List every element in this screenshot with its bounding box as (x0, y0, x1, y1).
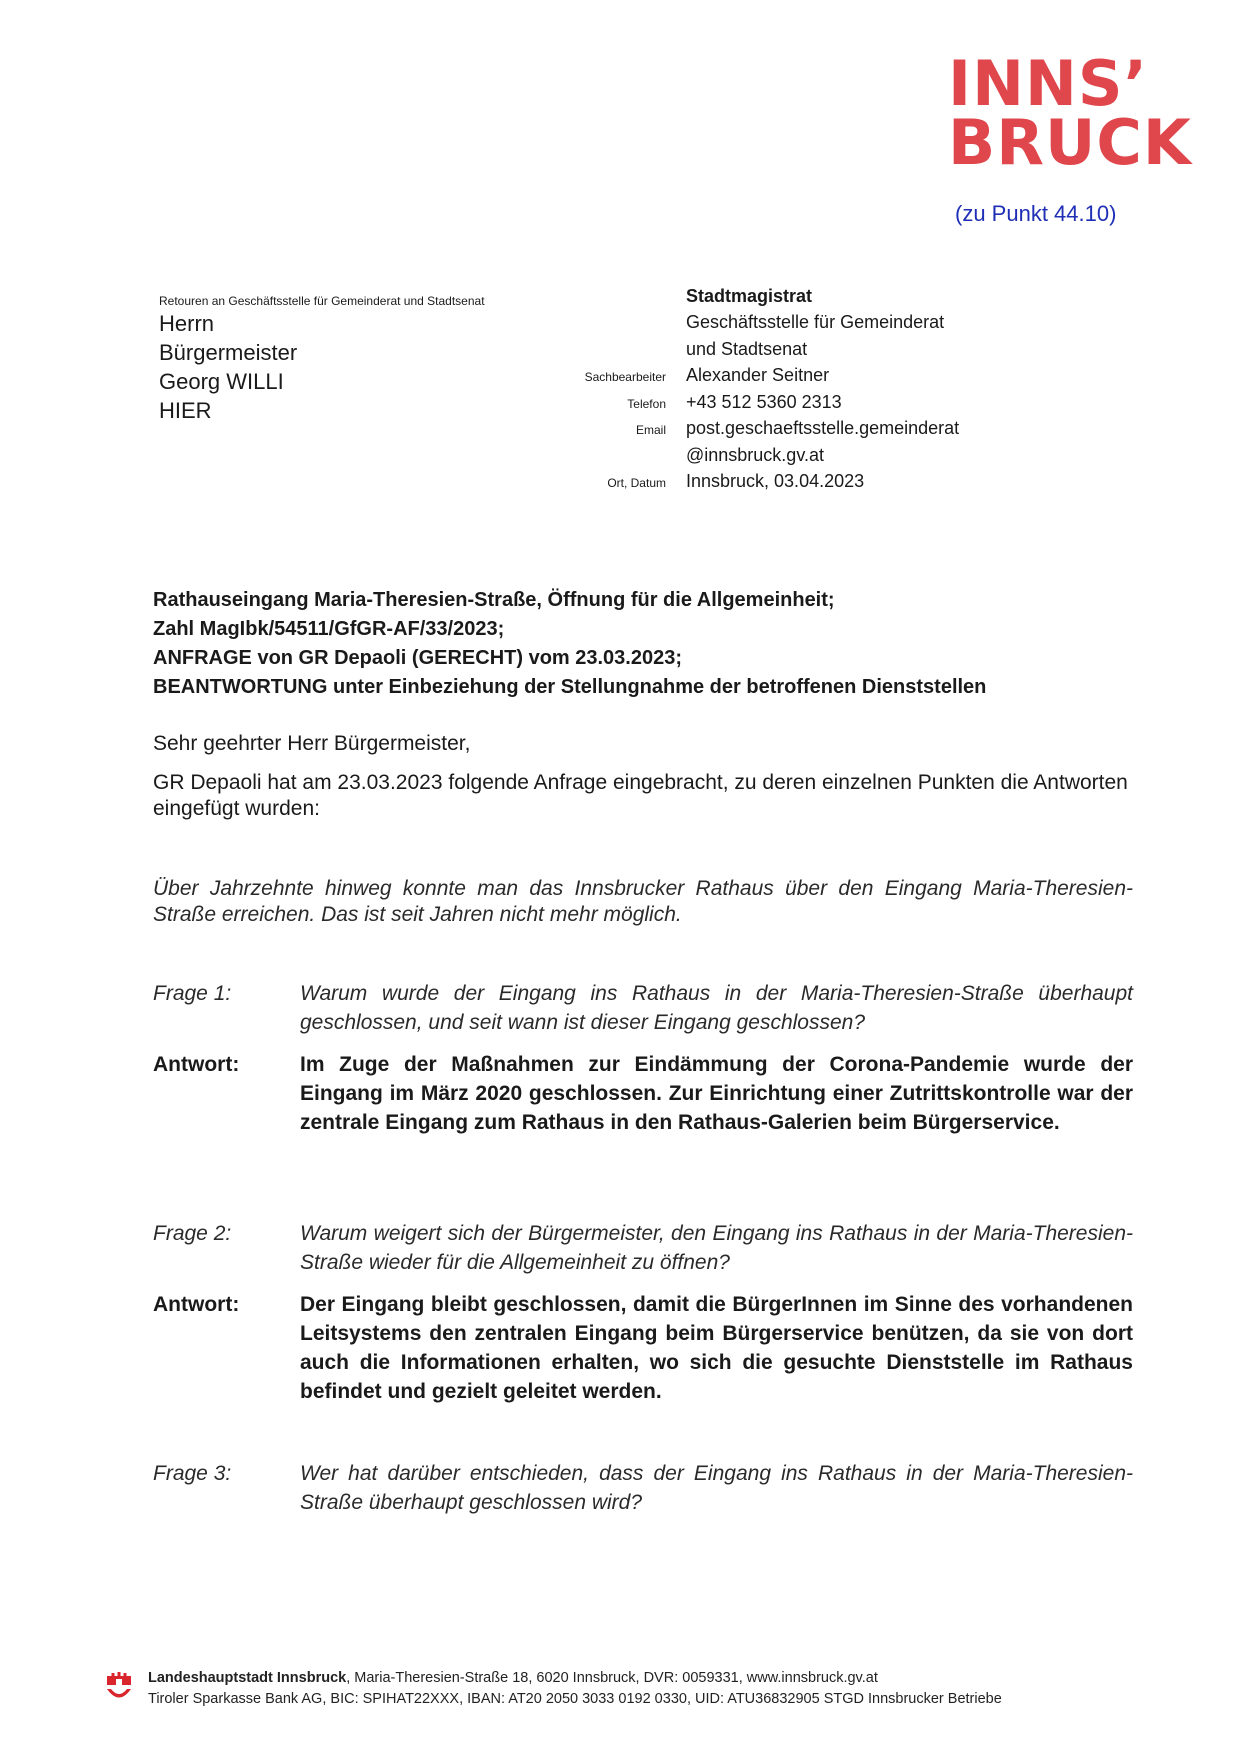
footer-line-1 (148, 1668, 1002, 1689)
footer-address: , Maria-Theresien-Straße 18, 6020 Innsbruck, DVR: 0059331, www.innsbruck.gv.at (346, 1670, 878, 1686)
sender-label: Telefon (627, 396, 666, 411)
sender-details (560, 312, 959, 498)
recipient-address (159, 309, 297, 425)
inquiry-preamble: Über Jahrzehnte hinweg konnte man das Innsbrucker Rathaus über den Eingang Maria-Theresien-Straße erreichen. Das ist seit Jahren nicht mehr möglich. (153, 877, 1133, 926)
sender-row (560, 312, 959, 339)
return-address-note: Retouren an Geschäftsstelle für Gemeinderat und Stadtsenat (159, 294, 485, 308)
question-label: Frage 1: (153, 982, 232, 1005)
question-label: Frage 3: (153, 1462, 232, 1485)
sender-value: post.geschaeftsstelle.gemeinderat (686, 418, 960, 438)
sender-label: Sachbearbeiter (584, 370, 666, 384)
question-3 (153, 1459, 1133, 1517)
question-text: Warum weigert sich der Bürgermeister, den Eingang ins Rathaus in der Maria-Theresien-Straße wieder für die Allgemeinheit zu öffnen? (300, 1222, 1133, 1274)
recipient-line: Georg WILLI (159, 369, 284, 394)
logo-line-2: BRUCK (948, 106, 1192, 179)
sender-value: Alexander Seitner (686, 365, 830, 385)
sender-value: +43 512 5360 2313 (686, 391, 842, 412)
footer-text (148, 1668, 1002, 1710)
question-label: Frage 2: (153, 1222, 232, 1245)
footer-bank-line: Tiroler Sparkasse Bank AG, BIC: SPIHAT22XXX, IBAN: AT20 2050 3033 0192 0330, UID: ATU36832905 STGD Innsbrucker Betriebe (148, 1691, 1002, 1707)
innsbruck-crest-icon (104, 1670, 134, 1704)
sender-value: Innsbruck, 03.04.2023 (686, 471, 865, 491)
sender-row (560, 471, 959, 498)
sender-row (560, 339, 959, 366)
sender-value: @innsbruck.gv.at (686, 444, 824, 465)
sender-label: Email (635, 423, 666, 437)
innsbruck-logo (948, 47, 1192, 179)
answer-label: Antwort: (153, 1053, 240, 1076)
sender-row (560, 418, 959, 445)
question-1 (153, 979, 1133, 1037)
subject-line: Rathauseingang Maria-Theresien-Straße, Öffnung für die Allgemeinheit; (153, 589, 835, 611)
subject-block (153, 586, 1133, 702)
intro-paragraph: GR Depaoli hat am 23.03.2023 folgende Anfrage eingebracht, zu deren einzelnen Punkten die Antworten eingefügt wurden: (153, 771, 1128, 820)
sender-row (560, 445, 959, 472)
sender-row (560, 365, 959, 392)
sender-label: Ort, Datum (607, 476, 666, 490)
question-text: Wer hat darüber entschieden, dass der Eingang ins Rathaus in der Maria-Theresien-Straße überhaupt geschlossen wird? (300, 1462, 1133, 1514)
sender-row (560, 392, 959, 419)
agenda-reference: (zu Punkt 44.10) (955, 201, 1117, 226)
question-text: Warum wurde der Eingang ins Rathaus in der Maria-Theresien-Straße überhaupt geschlossen, und seit wann ist dieser Eingang geschlossen? (300, 982, 1133, 1034)
sender-value: und Stadtsenat (686, 338, 808, 359)
answer-2 (153, 1290, 1133, 1406)
sender-value: Geschäftsstelle für Gemeinderat (686, 312, 945, 332)
answer-text: Im Zuge der Maßnahmen zur Eindämmung der Corona-Pandemie wurde der Eingang im März 2020 geschlossen. Zur Einrichtung einer Zutrittskontrolle war der zentrale Eingang zum Rathaus in den Rathaus-Galerien beim Bürgerservice. (300, 1053, 1133, 1134)
recipient-line: Herrn (159, 311, 215, 336)
question-2 (153, 1219, 1133, 1277)
logo-line-1: INNS’ (948, 47, 1149, 120)
footer-org: Landeshauptstadt Innsbruck (148, 1670, 347, 1686)
answer-1 (153, 1050, 1133, 1137)
recipient-line: Bürgermeister (159, 340, 298, 365)
subject-line: Zahl MagIbk/54511/GfGR-AF/33/2023; (153, 618, 505, 640)
salutation: Sehr geehrter Herr Bürgermeister, (153, 732, 471, 755)
answer-label: Antwort: (153, 1293, 240, 1316)
sender-title: Stadtmagistrat (686, 286, 813, 306)
subject-line: ANFRAGE von GR Depaoli (GERECHT) vom 23.03.2023; (153, 647, 683, 669)
subject-line: BEANTWORTUNG unter Einbeziehung der Stellungnahme der betroffenen Dienststellen (153, 676, 987, 698)
recipient-line: HIER (159, 398, 212, 423)
answer-text: Der Eingang bleibt geschlossen, damit die BürgerInnen im Sinne des vorhandenen Leitsystems den zentralen Eingang beim Bürgerservice benützen, da sie von dort auch die Informationen erhalten, wo sich die gesuchte Dienststelle im Rathaus befindet und gezielt geleitet werden. (300, 1293, 1133, 1403)
